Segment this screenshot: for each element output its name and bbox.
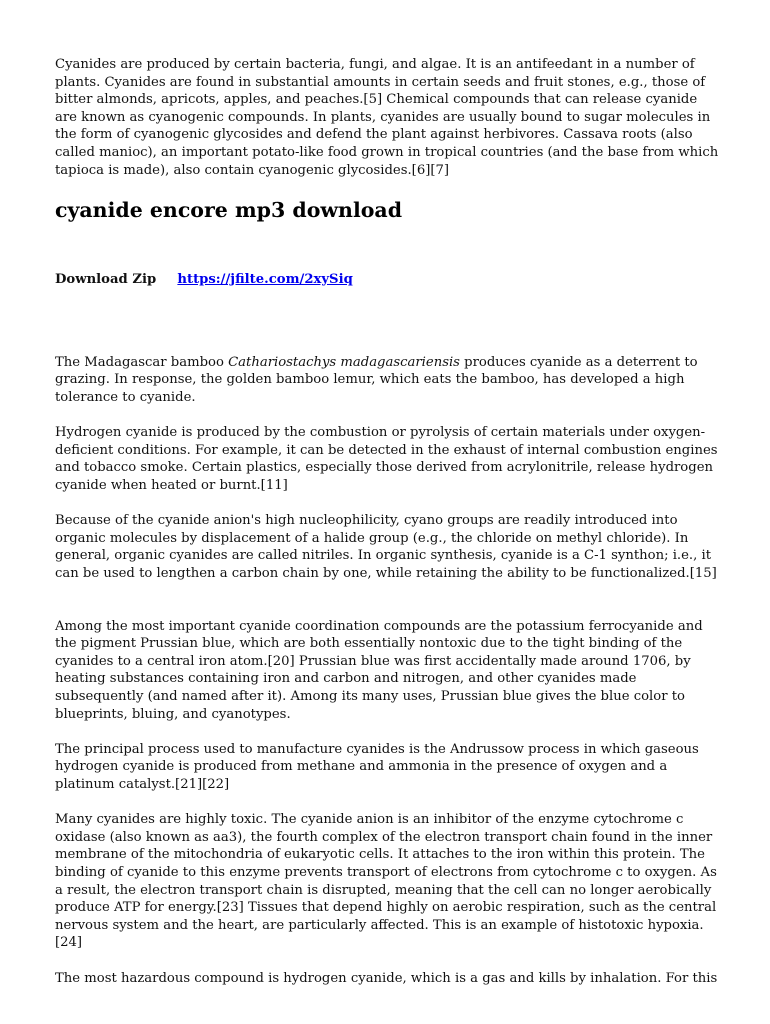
- download-link[interactable]: https://jfilte.com/2xySiq: [177, 272, 353, 288]
- paragraph-prussian-blue: Among the most important cyanide coordination compounds are the potassium ferrocyanide and the pigment Prussian blue, which are both essentially nontoxic due to the tight binding of the cyanides to a central iron atom.[20] Prussian blue was first accidentally made around 1706, by heating substances containing iron and carbon and nitrogen, and other cyanides made subsequently (and named after it). Among its many uses, Prussian blue gives the blue color to blueprints, bluing, and cyanotypes.: [55, 618, 703, 722]
- paragraph-hazardous: The most hazardous compound is hydrogen cyanide, which is a gas and kills by inhalation. For this: [55, 970, 718, 986]
- paragraph-toxicity: Many cyanides are highly toxic. The cyanide anion is an inhibitor of the enzyme cytochrome c oxidase (also known as aa3), the fourth complex of the electron transport chain found in the inner membrane of the mitochondria of eukaryotic cells. It attaches to the iron within this protein. The binding of cyanide to this enzyme prevents transport of electrons from cytochrome c to oxygen. As a result, the electron transport chain is disrupted, meaning that the cell can no longer aerobically produce ATP for energy.[23] Tissues that depend highly on aerobic respiration, such as the central nervous system and the heart, are particularly affected. This is an example of histotoxic hypoxia.[24]: [55, 812, 717, 951]
- arrow-glyph-icon: [161, 270, 172, 285]
- species-name: Cathariostachys madagascariensis: [228, 354, 460, 370]
- paragraph-andrussow: The principal process used to manufacture cyanides is the Andrussow process in which gaseous hydrogen cyanide is produced from methane and ammonia in the presence of oxygen and a platinum catalyst.[21][22]: [55, 741, 699, 792]
- intro-paragraph: Cyanides are produced by certain bacteria, fungi, and algae. It is an antifeedant in a number of plants. Cyanides are found in substantial amounts in certain seeds and fruit stones, e.g., those of bitter almonds, apricots, apples, and peaches.[5] Chemical compounds that can release cyanide are known as cyanogenic compounds. In plants, cyanides are usually bound to sugar molecules in the form of cyanogenic glycosides and defend the plant against herbivores. Cassava roots (also called manioc), an important potato-like food grown in tropical countries (and the base from which tapioca is made), also contain cyanogenic glycosides.[6][7]: [55, 57, 719, 178]
- paragraph-hydrogen-cyanide: Hydrogen cyanide is produced by the combustion or pyrolysis of certain materials under oxygen-deficient conditions. For example, it can be detected in the exhaust of internal combustion engines and tobacco smoke. Certain plastics, especially those derived from acrylonitrile, release hydrogen cyanide when heated or burnt.[11]: [55, 425, 718, 493]
- bamboo-paragraph: [55, 354, 719, 407]
- download-label: Download Zip: [55, 272, 157, 288]
- bamboo-text-start: The Madagascar bamboo: [55, 354, 229, 370]
- download-line: [55, 270, 719, 289]
- bamboo-text-end: produces cyanide as a deterrent to grazing. In response, the golden bamboo lemur, which eats the bamboo, has developed a high tolerance to cyanide.: [55, 354, 698, 405]
- page-title: cyanide encore mp3 download: [55, 198, 403, 223]
- document-body: [55, 56, 719, 987]
- paragraph-nucleophilicity: Because of the cyanide anion's high nucleophilicity, cyano groups are readily introduced into organic molecules by displacement of a halide group (e.g., the chloride on methyl chloride). In general, organic cyanides are called nitriles. In organic synthesis, cyanide is a C-1 synthon; i.e., it can be used to lengthen a carbon chain by one, while retaining the ability to be functionalized.[15]: [55, 513, 717, 581]
